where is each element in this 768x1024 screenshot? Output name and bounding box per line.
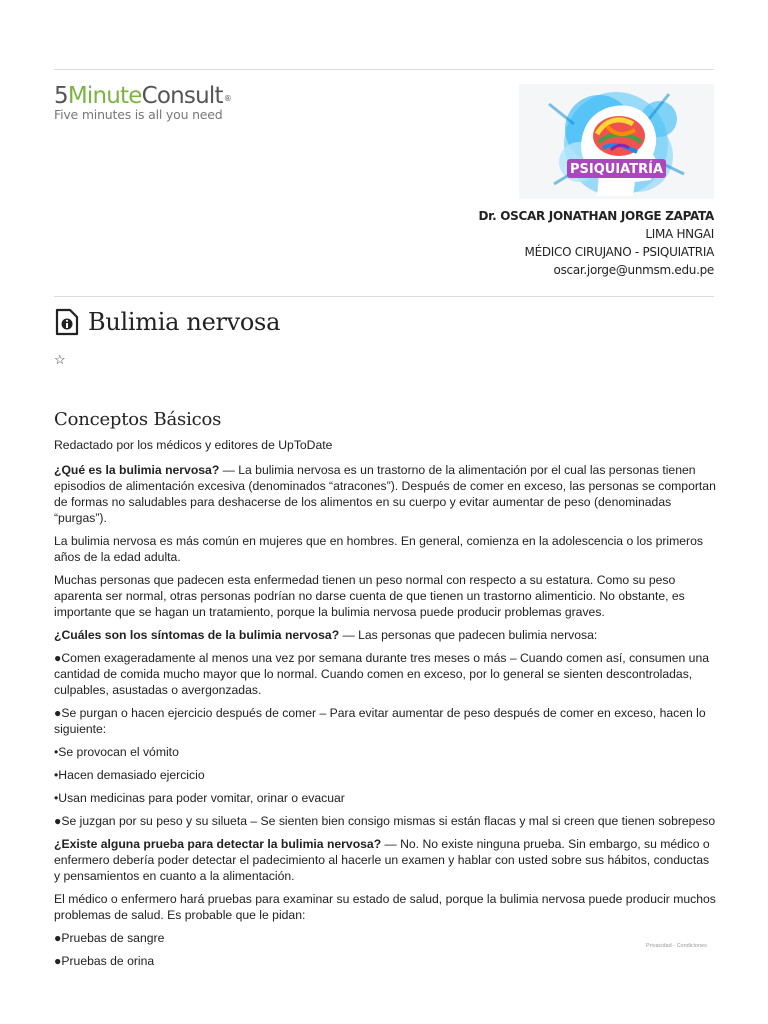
article-paragraph [54, 744, 716, 760]
paragraph-question: ¿Existe alguna prueba para detectar la bulimia nervosa? [54, 837, 382, 851]
article-paragraph [54, 790, 716, 806]
article-paragraph [54, 572, 716, 620]
paragraph-text: ●Comen exageradamente al menos una vez por semana durante tres meses o más – Cuando comen así, consumen una cantidad de comida mucho mayor que lo normal. Cuando comen en exceso, por lo general se sienten descontroladas, culpables, asustadas o avergonzadas. [54, 651, 710, 697]
article-paragraph [54, 930, 716, 946]
header-divider [54, 296, 714, 297]
author-specialty: MÉDICO CIRUJANO - PSIQUIATRIA [524, 245, 714, 259]
author-hospital: LIMA HNGAI [645, 227, 714, 241]
paragraph-text: Muchas personas que padecen esta enfermedad tienen un peso normal con respecto a su estatura. Como su peso aparenta ser normal, otras personas podrían no darse cuenta de que tienen un trastorno alimenticio. No obstante, es importante que se hagan un tratamiento, porque la bulimia nervosa puede producir problemas graves. [54, 573, 685, 619]
article-paragraph [54, 891, 716, 923]
article-paragraph [54, 953, 716, 969]
document-info-icon [54, 308, 80, 336]
paragraph-text: •Hacen demasiado ejercicio [54, 768, 205, 782]
paragraph-text: ●Se purgan o hacen ejercicio después de comer – Para evitar aumentar de peso después de comer en exceso, hacen lo siguiente: [54, 706, 706, 736]
author-email[interactable]: oscar.jorge@unmsm.edu.pe [553, 263, 714, 277]
paragraph-text: ●Se juzgan por su peso y su silueta – Se sienten bien consigo mismas si están flacas y mal si creen que tienen sobrepeso [54, 814, 716, 828]
psiquiatria-banner-image [519, 84, 714, 199]
recaptcha-privacy-terms[interactable]: Privacidad - Condiciones [646, 943, 707, 949]
article-paragraph [54, 705, 716, 737]
article-paragraph [54, 627, 716, 643]
author-block [479, 207, 714, 279]
article-paragraph [54, 813, 716, 829]
article-body [54, 437, 716, 976]
paragraph-question: ¿Qué es la bulimia nervosa? [54, 463, 220, 477]
article-title-row [54, 308, 280, 336]
author-name: Dr. OSCAR JONATHAN JORGE ZAPATA [478, 209, 714, 223]
logo-tagline: Five minutes is all you need [54, 107, 223, 122]
top-divider [54, 69, 714, 70]
section-title: Conceptos Básicos [54, 409, 222, 430]
paragraph-text: — Las personas que padecen bulimia nervosa: [339, 628, 598, 642]
paragraph-text: — No. No existe ninguna prueba. Sin embargo, su médico o enfermero debería poder detectar el padecimiento al hacerle un examen y hablar con usted sobre sus hábitos, conductas y pensamientos en cuanto a la alimentación. [54, 837, 710, 883]
article-paragraph [54, 533, 716, 565]
paragraph-text: •Usan medicinas para poder vomitar, orinar o evacuar [54, 791, 345, 805]
paragraph-text: — La bulimia nervosa es un trastorno de la alimentación por el cual las personas tienen episodios de alimentación excesiva (denominados “atracones”). Después de comer en exceso, las personas se comportan de formas no saludables para deshacerse de los alimentos en su cuerpo y evitar aumentar de peso (denominadas “purgas”). [54, 463, 716, 525]
banner-label: PSIQUIATRÍA [570, 162, 663, 177]
article-paragraph [54, 836, 716, 884]
article-byline: Redactado por los médicos y editores de UpToDate [54, 438, 333, 452]
article-title: Bulimia nervosa [88, 308, 281, 336]
paragraph-question: ¿Cuáles son los síntomas de la bulimia nervosa? [54, 628, 340, 642]
colorful-brain [593, 116, 645, 156]
paragraph-text: ●Pruebas de orina [54, 954, 155, 968]
article-paragraph [54, 650, 716, 698]
favorite-star-icon[interactable]: ☆ [54, 352, 66, 367]
psiquiatria-illustration [519, 84, 714, 199]
paragraph-text: ●Pruebas de sangre [54, 931, 165, 945]
paragraph-text: •Se provocan el vómito [54, 745, 179, 759]
article-paragraph [54, 767, 716, 783]
paragraph-text: La bulimia nervosa es más común en mujeres que en hombres. En general, comienza en la adolescencia o los primeros años de la edad adulta. [54, 534, 703, 564]
paragraph-text: El médico o enfermero hará pruebas para examinar su estado de salud, porque la bulimia nervosa puede producir muchos problemas de salud. Es probable que le pidan: [54, 892, 716, 922]
logo-wordmark: 5MinuteConsult® [54, 83, 231, 109]
article-paragraphs [54, 462, 716, 969]
article-paragraph [54, 462, 716, 526]
5minuteconsult-logo[interactable] [54, 82, 230, 122]
